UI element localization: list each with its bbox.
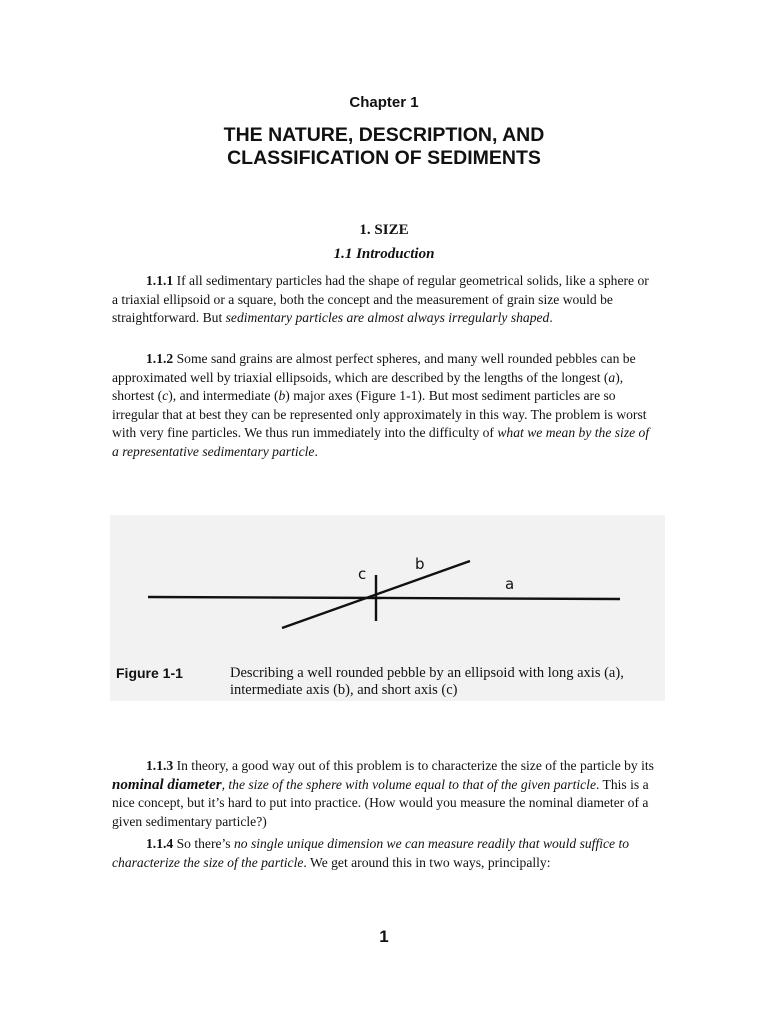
- page-number: 1: [379, 927, 389, 946]
- axis-label-b: b: [415, 555, 425, 573]
- defined-term: nominal diameter: [112, 776, 222, 793]
- paragraph-1-1-1: 1.1.1 If all sedimentary particles had the shape of regular geometrical solids, like a sphere or a triaxial ellipsoid or a square, both the concept and the measurement of grain size would be straightforward. But sedimentary particles are almost always irregularly shaped.: [112, 273, 649, 326]
- emphasis-text: what we mean by the size of a representative sedimentary particle: [112, 425, 650, 459]
- paragraph-1-1-3: 1.1.3 In theory, a good way out of this problem is to characterize the size of the particle by its nominal diameter, the size of the sphere with volume equal to that of the given particle. This is a nice concept, but it’s hard to put into practice. (How would you measure the nominal diameter of a given sedimentary particle?): [112, 758, 654, 829]
- figure-label: Figure 1-1: [116, 665, 183, 681]
- paragraph-number: 1.1.4: [146, 836, 174, 851]
- subsection-heading: 1.1 Introduction: [333, 246, 435, 262]
- paragraph-number: 1.1.2: [146, 351, 174, 366]
- chapter-title-line-2: CLASSIFICATION OF SEDIMENTS: [227, 147, 541, 169]
- chapter-label: Chapter 1: [349, 94, 419, 111]
- emphasis-text: , the size of the sphere with volume equal to that of the given particle: [221, 776, 596, 792]
- paragraph-number: 1.1.3: [146, 758, 174, 773]
- figure-1-1: [110, 515, 665, 701]
- axis-label-a: a: [505, 575, 515, 593]
- long-axis-line: [148, 597, 620, 599]
- paragraph-1-1-2: 1.1.2 Some sand grains are almost perfect spheres, and many well rounded pebbles can be approximated well by triaxial ellipsoids, which are described by the lengths of the longest (a), shortest (c), and intermediate (b) major axes (Figure 1-1). But most sediment particles are so irregular that at best they can be represented only approximately in this way. The problem is worst with very fine particles. We thus run immediately into the difficulty of what we mean by the size of a representative sedimentary particle.: [112, 351, 650, 459]
- ellipsoid-axes-diagram: [110, 515, 665, 655]
- paragraph-number: 1.1.1: [146, 273, 174, 288]
- emphasis-text: sedimentary particles are almost always irregularly shaped: [225, 310, 550, 326]
- axis-label-c: c: [358, 565, 367, 583]
- paragraph-1-1-4: 1.1.4 So there’s no single unique dimension we can measure readily that would suffice to characterize the size of the particle. We get around this in two ways, principally:: [112, 836, 630, 870]
- chapter-title: [0, 124, 768, 170]
- emphasis-text: no single unique dimension we can measure readily that would suffice to characterize the size of the particle: [112, 836, 630, 870]
- section-heading: 1. SIZE: [359, 222, 409, 238]
- chapter-title-line-1: THE NATURE, DESCRIPTION, AND: [223, 124, 545, 146]
- figure-caption: Describing a well rounded pebble by an ellipsoid with long axis (a), intermediate axis (b), and short axis (c): [230, 665, 624, 698]
